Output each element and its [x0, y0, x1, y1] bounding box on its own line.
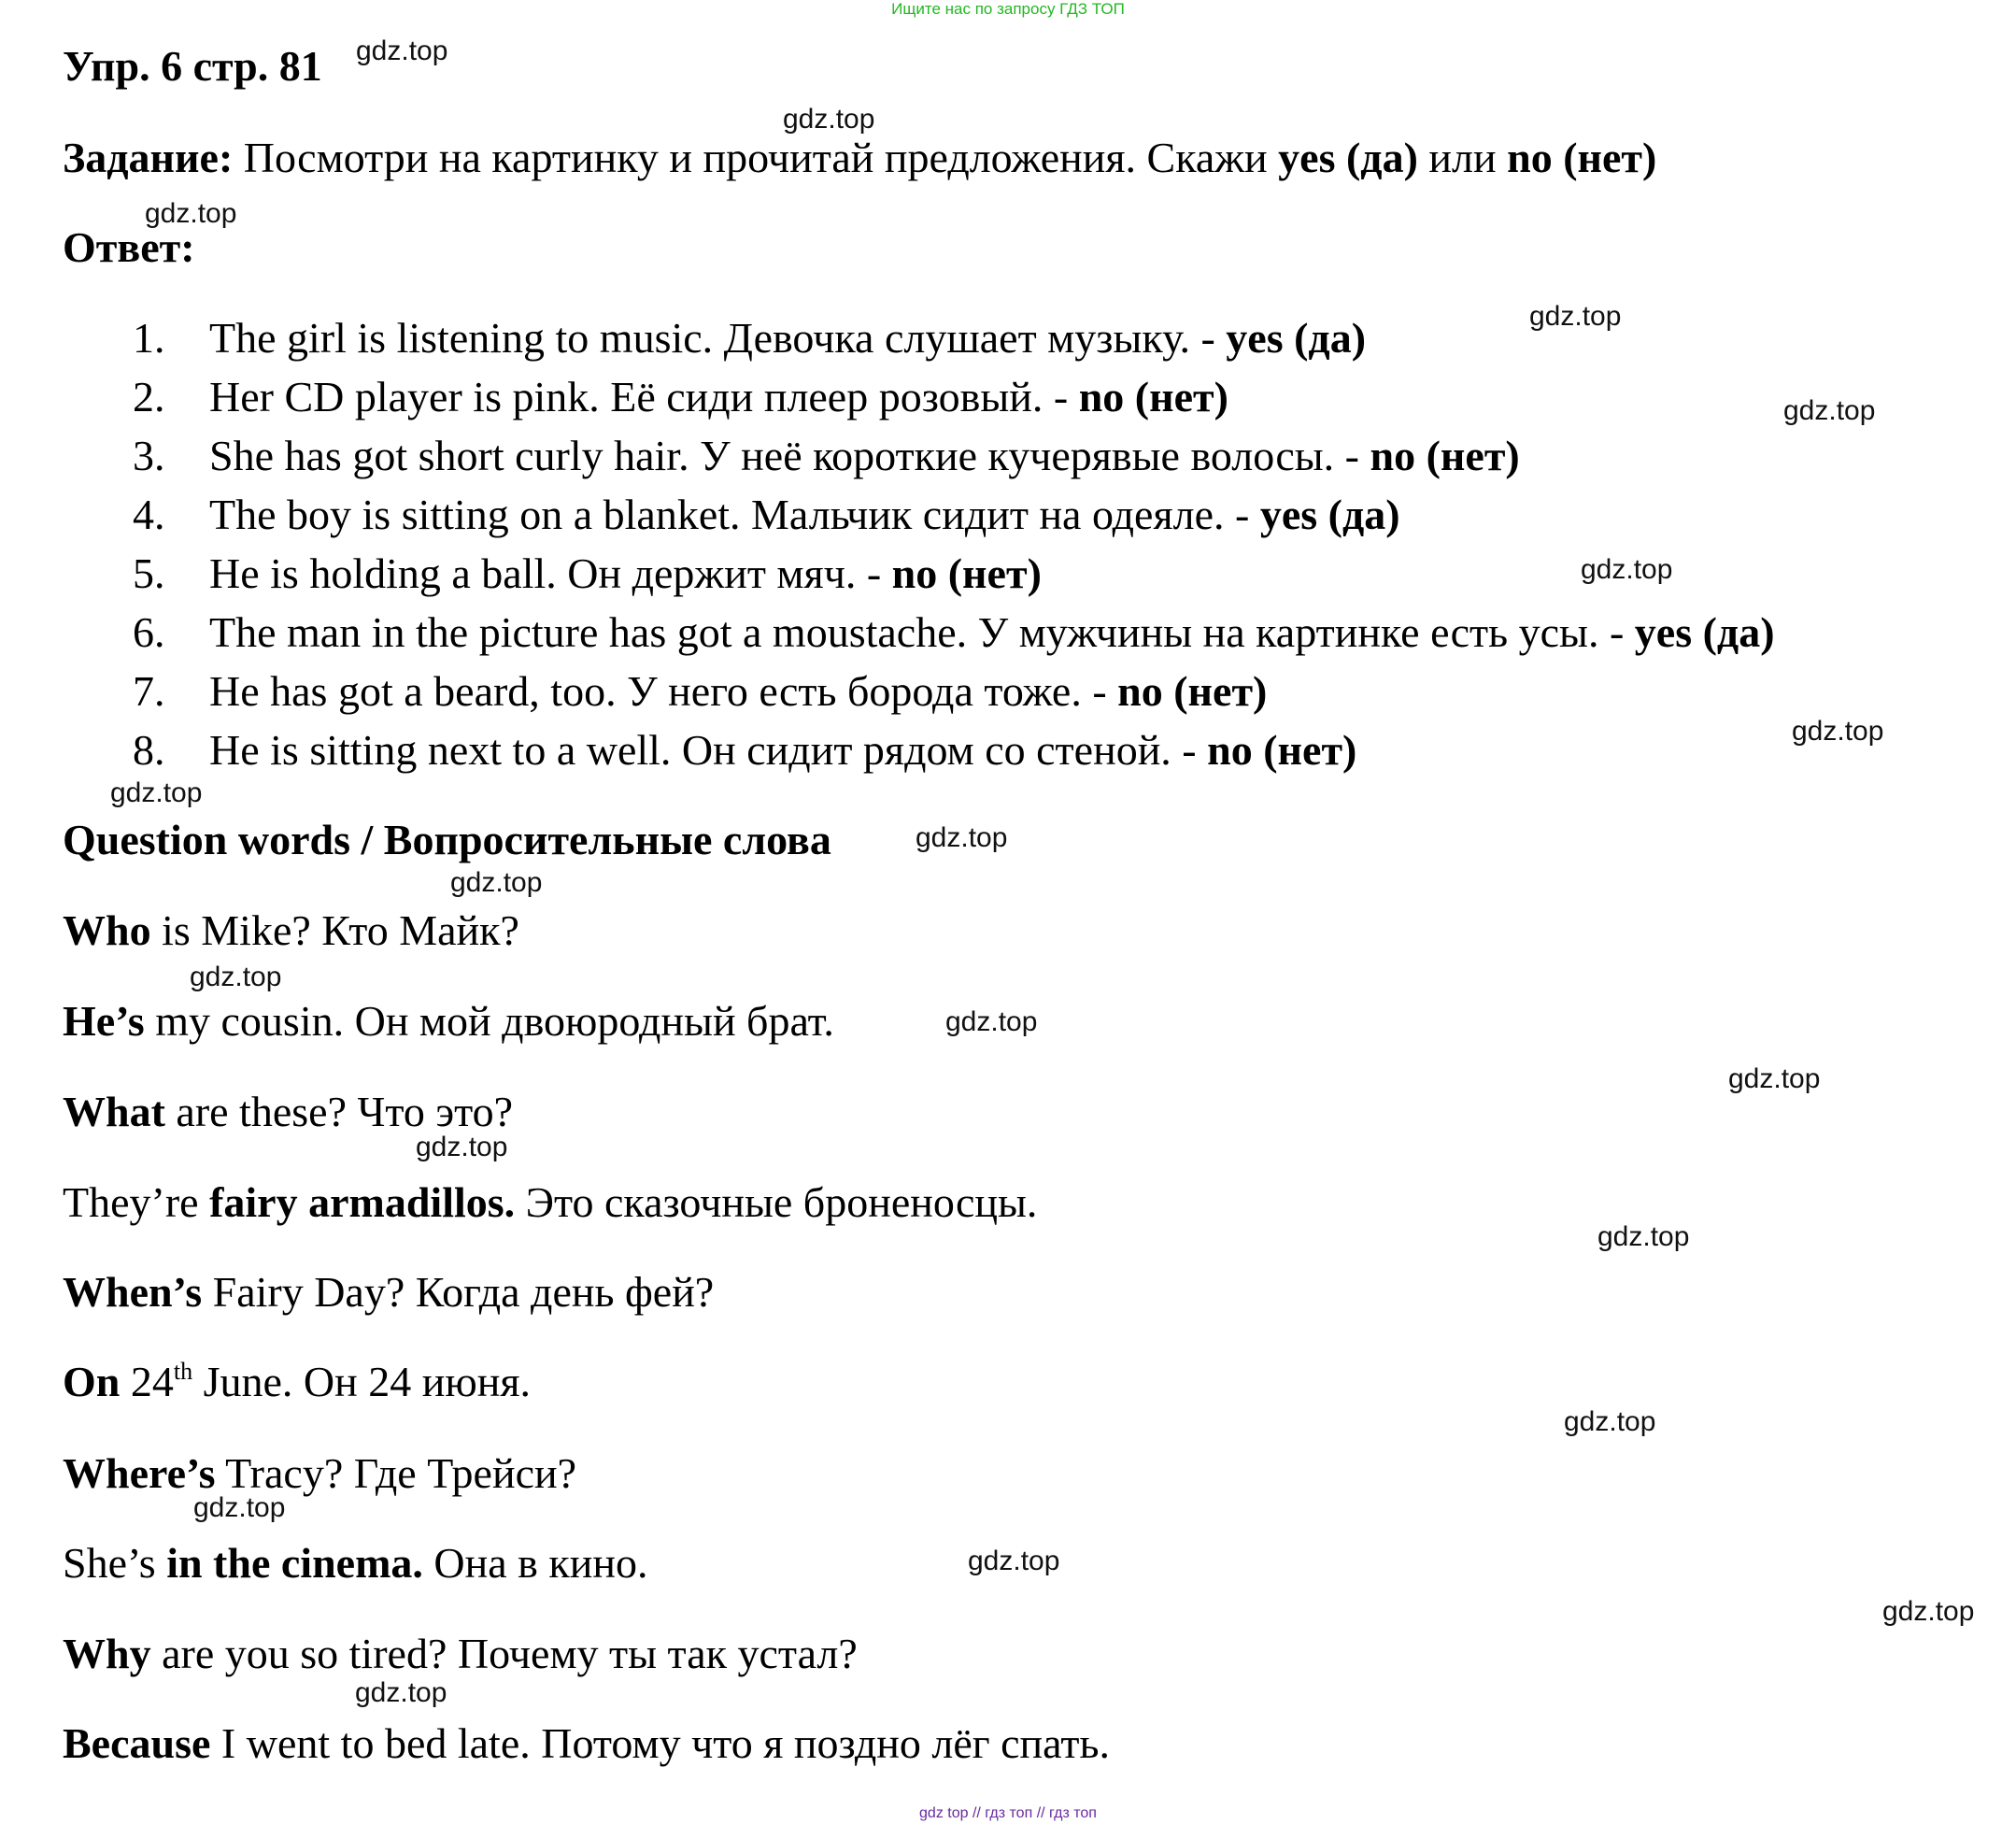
watermark: gdz.top — [1581, 554, 1673, 585]
answer-item-3 — [133, 431, 1520, 480]
section-title: Question words / Вопросительные слова — [63, 816, 831, 863]
qw-line-1 — [63, 905, 519, 955]
answer-number: 8. — [133, 726, 165, 774]
answer-verdict: no (нет) — [891, 549, 1042, 597]
qw-bold: Who — [63, 906, 151, 954]
qw-bold: fairy armadillos. — [209, 1178, 516, 1226]
answer-text: He is holding a ball. Он держит мяч. - — [209, 549, 892, 597]
qw-text: are these? Что это? — [164, 1088, 514, 1135]
qw-line-3 — [63, 1087, 513, 1136]
answer-item-1 — [133, 313, 1366, 363]
footer-links: gdz top // гдз топ // гдз топ — [919, 1805, 1097, 1821]
qw-text-lead: They’re — [63, 1178, 210, 1226]
qw-bold: Why — [63, 1630, 151, 1677]
qw-bold: in the cinema. — [166, 1539, 423, 1587]
watermark: gdz.top — [1564, 1406, 1656, 1437]
watermark: gdz.top — [416, 1132, 508, 1162]
qw-text: are you so tired? Почему ты так устал? — [150, 1630, 858, 1677]
answer-text: He is sitting next to a well. Он сидит рядом со стеной. - — [209, 726, 1208, 774]
qw-bold: What — [63, 1088, 165, 1135]
qw-line-7 — [63, 1448, 576, 1498]
watermark: gdz.top — [190, 962, 282, 992]
watermark: gdz.top — [145, 198, 237, 229]
answer-label: Ответ: — [63, 223, 195, 271]
watermark: gdz.top — [1597, 1221, 1690, 1252]
qw-bold: Because — [63, 1719, 211, 1767]
answer-number: 1. — [133, 314, 165, 362]
answer-text: The man in the picture has got a moustache. У мужчины на картинке есть усы. - — [209, 608, 1635, 656]
watermark: gdz.top — [355, 1677, 447, 1708]
watermark: gdz.top — [968, 1546, 1060, 1576]
watermark: gdz.top — [193, 1492, 286, 1523]
watermark: gdz.top — [1728, 1063, 1821, 1094]
qw-text-lead: She’s — [63, 1539, 167, 1587]
watermark: gdz.top — [1882, 1596, 1975, 1627]
qw-text: Fairy Day? Когда день фей? — [202, 1268, 715, 1316]
answer-verdict: no (нет) — [1370, 432, 1520, 479]
qw-line-10 — [63, 1718, 1110, 1768]
qw-line-8 — [63, 1538, 647, 1588]
watermark: gdz.top — [783, 104, 875, 135]
qw-text: Tracy? Где Трейси? — [215, 1449, 577, 1497]
qw-line-9 — [63, 1629, 858, 1678]
top-banner: Ищите нас по запросу ГДЗ ТОП — [891, 0, 1125, 18]
qw-bold: On — [63, 1358, 121, 1405]
watermark: gdz.top — [1783, 395, 1876, 426]
answer-verdict: yes (да) — [1226, 314, 1367, 362]
qw-bold: He’s — [63, 997, 145, 1045]
task-no: no (нет) — [1507, 134, 1657, 181]
watermark: gdz.top — [1529, 301, 1622, 332]
qw-text: is Mike? Кто Майк? — [150, 906, 519, 954]
answer-item-8 — [133, 725, 1356, 775]
qw-text-tail: June. Он 24 июня. — [192, 1358, 532, 1405]
answer-text: The girl is listening to music. Девочка слушает музыку. - — [209, 314, 1227, 362]
watermark: gdz.top — [110, 777, 203, 808]
answer-number: 7. — [133, 667, 165, 715]
answer-item-4 — [133, 490, 1400, 539]
qw-text: I went to bed late. Потому что я поздно лёг спать. — [210, 1719, 1110, 1767]
answer-number: 5. — [133, 549, 165, 597]
answer-item-6 — [133, 607, 1775, 657]
answer-text: The boy is sitting on a blanket. Мальчик сидит на одеяле. - — [209, 491, 1260, 538]
qw-bold: Where’s — [63, 1449, 216, 1497]
qw-text: my cousin. Он мой двоюродный брат. — [144, 997, 834, 1045]
answer-item-5 — [133, 549, 1042, 598]
watermark: gdz.top — [916, 822, 1008, 853]
watermark: gdz.top — [1792, 716, 1884, 747]
qw-bold: When’s — [63, 1268, 203, 1316]
qw-text: 24 — [120, 1358, 174, 1405]
qw-line-6 — [63, 1357, 531, 1406]
qw-line-2 — [63, 996, 834, 1046]
qw-text: Это сказочные броненосцы. — [515, 1178, 1038, 1226]
answer-text: Her CD player is pink. Её сиди плеер розовый. - — [209, 373, 1079, 420]
answer-verdict: yes (да) — [1259, 491, 1400, 538]
answer-number: 2. — [133, 373, 165, 420]
task-text: Посмотри на картинку и прочитай предложения. Скажи — [233, 134, 1279, 181]
watermark: gdz.top — [945, 1006, 1038, 1037]
page-title: Упр. 6 стр. 81 — [63, 42, 322, 90]
qw-superscript: th — [173, 1358, 193, 1385]
watermark: gdz.top — [450, 867, 543, 898]
answer-text: He has got a beard, too. У него есть борода тоже. - — [209, 667, 1118, 715]
task-label: Задание: — [63, 134, 234, 181]
answer-verdict: no (нет) — [1117, 667, 1268, 715]
watermark: gdz.top — [356, 36, 448, 66]
answer-verdict: no (нет) — [1207, 726, 1357, 774]
qw-line-4 — [63, 1177, 1037, 1227]
answer-number: 3. — [133, 432, 165, 479]
qw-line-5 — [63, 1267, 714, 1317]
task-line — [63, 133, 1656, 182]
answer-number: 6. — [133, 608, 165, 656]
task-yes: yes (да) — [1278, 134, 1418, 181]
qw-text: Она в кино. — [422, 1539, 648, 1587]
task-or: или — [1417, 134, 1508, 181]
answer-number: 4. — [133, 491, 165, 538]
answer-verdict: yes (да) — [1634, 608, 1775, 656]
answer-text: She has got short curly hair. У неё короткие кучерявые волосы. - — [209, 432, 1370, 479]
answer-verdict: no (нет) — [1078, 373, 1228, 420]
answer-item-7 — [133, 666, 1267, 716]
answer-item-2 — [133, 372, 1228, 421]
